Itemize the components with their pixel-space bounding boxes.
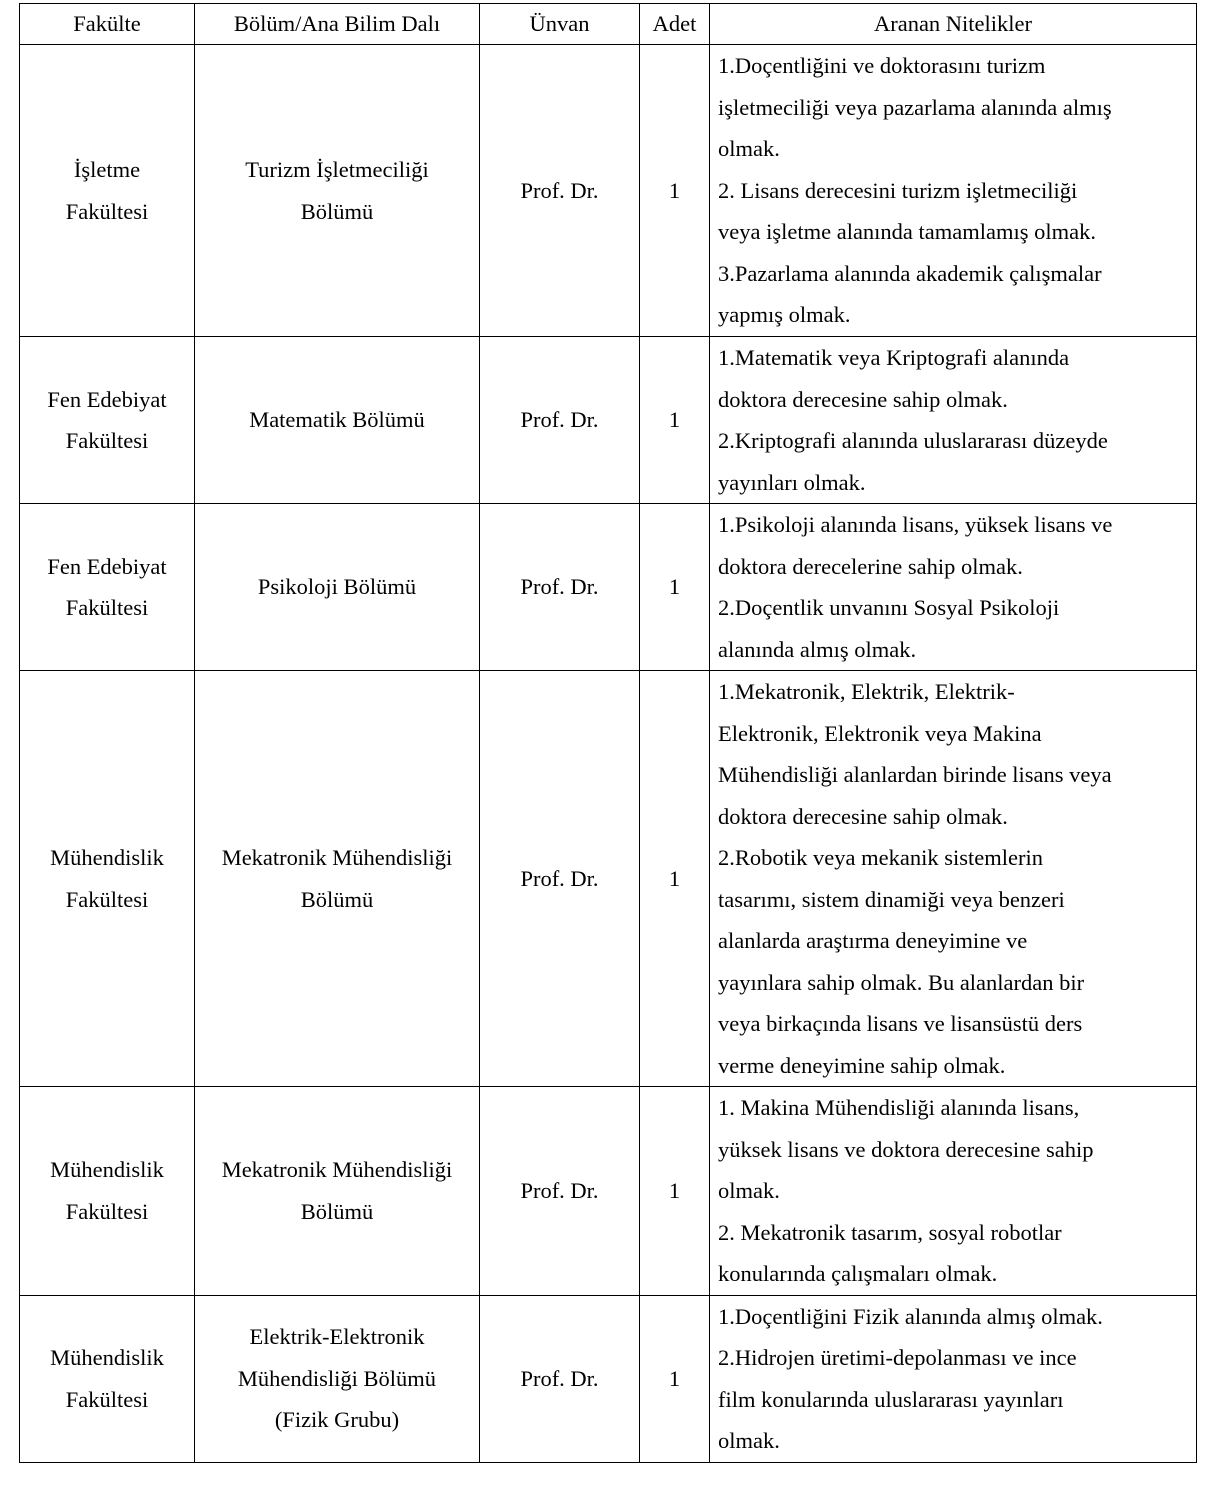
nitelikler-cell-line: 2.Doçentlik unvanını Sosyal Psikoloji xyxy=(718,595,1060,620)
nitelikler-cell-line: olmak. xyxy=(718,136,780,162)
bolum-cell xyxy=(195,45,480,337)
header-adet: Adet xyxy=(640,4,710,45)
adet-cell: 1 xyxy=(640,504,710,671)
nitelikler-cell-line: 1.Doçentliğini Fizik alanında almış olmak. xyxy=(718,1303,1103,1329)
fakulte-cell-line: Mühendislik xyxy=(50,845,164,870)
bolum-cell-line: Bölümü xyxy=(300,1198,374,1224)
table-row xyxy=(20,671,1197,1087)
bolum-cell-line: Turizm İşletmeciliği xyxy=(245,157,429,182)
nitelikler-cell-line: yüksek lisans ve doktora derecesine sahip xyxy=(718,1136,1094,1162)
fakulte-cell xyxy=(20,504,195,671)
nitelikler-cell-line: 2. Mekatronik tasarım, sosyal robotlar xyxy=(718,1219,1062,1245)
nitelikler-cell-line: işletmeciliği veya pazarlama alanında almış xyxy=(718,94,1112,120)
adet-cell: 1 xyxy=(640,671,710,1087)
nitelikler-cell xyxy=(710,504,1197,671)
adet-cell: 1 xyxy=(640,337,710,504)
nitelikler-cell xyxy=(710,1087,1197,1296)
nitelikler-cell-line: 2.Kriptografi alanında uluslararası düzeyde xyxy=(718,428,1108,453)
nitelikler-cell-line: veya işletme alanında tamamlamış olmak. xyxy=(718,219,1097,245)
nitelikler-cell-line: yayınlara sahip olmak. Bu alanlardan bir xyxy=(718,969,1085,995)
nitelikler-cell-line: verme deneyimine sahip olmak. xyxy=(718,1052,1006,1078)
fakulte-cell xyxy=(20,1295,195,1462)
header-row xyxy=(20,4,1197,45)
nitelikler-cell-line: 1.Matematik veya Kriptografi alanında xyxy=(718,345,1070,370)
nitelikler-cell-line: yapmış olmak. xyxy=(718,302,851,328)
fakulte-cell xyxy=(20,1087,195,1296)
nitelikler-cell xyxy=(710,1295,1197,1462)
fakulte-cell-line: Fakültesi xyxy=(65,1198,149,1224)
nitelikler-cell xyxy=(710,337,1197,504)
nitelikler-cell-line: 1. Makina Mühendisliği alanında lisans, xyxy=(718,1095,1080,1120)
adet-cell: 1 xyxy=(640,1087,710,1296)
bolum-cell-line: Elektrik-Elektronik xyxy=(249,1324,425,1350)
fakulte-cell-line: Fakültesi xyxy=(65,1386,149,1412)
nitelikler-cell-line: konularında çalışmaları olmak. xyxy=(718,1261,998,1286)
nitelikler-cell-line: 2.Robotik veya mekanik sistemlerin xyxy=(718,845,1043,870)
header-nitelikler: Aranan Nitelikler xyxy=(710,4,1197,45)
nitelikler-cell-line: 2.Hidrojen üretimi-depolanması ve ince xyxy=(718,1345,1077,1370)
nitelikler-cell-line: 1.Doçentliğini ve doktorasını turizm xyxy=(718,53,1046,79)
nitelikler-cell-line: 1.Psikoloji alanında lisans, yüksek lisans ve xyxy=(718,512,1113,537)
nitelikler-cell xyxy=(710,45,1197,337)
bolum-cell-line: Mekatronik Mühendisliği xyxy=(221,1157,453,1183)
header-bolum: Bölüm/Ana Bilim Dalı xyxy=(195,4,480,45)
table-row xyxy=(20,1087,1197,1296)
bolum-cell-line: Psikoloji Bölümü xyxy=(257,574,417,600)
nitelikler-cell-line: doktora derecesine sahip olmak. xyxy=(718,386,1008,412)
fakulte-cell-line: Fakültesi xyxy=(65,886,149,912)
unvan-cell: Prof. Dr. xyxy=(480,337,640,504)
bolum-cell-line: Matematik Bölümü xyxy=(249,407,425,433)
table-row xyxy=(20,45,1197,337)
unvan-cell: Prof. Dr. xyxy=(480,1087,640,1296)
nitelikler-cell-line: tasarımı, sistem dinamiği veya benzeri xyxy=(718,886,1065,912)
bolum-cell xyxy=(195,671,480,1087)
table-row xyxy=(20,1295,1197,1462)
fakulte-cell-line: Fen Edebiyat xyxy=(47,553,167,579)
bolum-cell-line: Mühendisliği Bölümü xyxy=(237,1365,437,1391)
positions-table xyxy=(19,3,1197,1463)
nitelikler-cell-line: veya birkaçında lisans ve lisansüstü ders xyxy=(718,1011,1083,1036)
fakulte-cell-line: Fakültesi xyxy=(65,198,149,224)
unvan-cell: Prof. Dr. xyxy=(480,1295,640,1462)
nitelikler-cell-line: alanlarda araştırma deneyimine ve xyxy=(718,928,1028,953)
header-fakulte: Fakülte xyxy=(20,4,195,45)
bolum-cell xyxy=(195,1087,480,1296)
nitelikler-cell-line: olmak. xyxy=(718,1428,780,1453)
nitelikler-cell xyxy=(710,671,1197,1087)
adet-cell: 1 xyxy=(640,45,710,337)
unvan-cell: Prof. Dr. xyxy=(480,504,640,671)
fakulte-cell-line: Fen Edebiyat xyxy=(47,386,167,412)
header-unvan: Ünvan xyxy=(480,4,640,45)
bolum-cell-line: Bölümü xyxy=(300,886,374,912)
bolum-cell xyxy=(195,1295,480,1462)
nitelikler-cell-line: film konularında uluslararası yayınları xyxy=(718,1386,1064,1412)
nitelikler-cell-line: doktora derecesine sahip olmak. xyxy=(718,803,1008,829)
table-body xyxy=(20,45,1197,1463)
fakulte-cell-line: Mühendislik xyxy=(50,1157,164,1183)
unvan-cell: Prof. Dr. xyxy=(480,45,640,337)
fakulte-cell-line: Mühendislik xyxy=(50,1345,164,1370)
nitelikler-cell-line: alanında almış olmak. xyxy=(718,636,917,662)
fakulte-cell-line: İşletme xyxy=(73,157,141,182)
bolum-cell xyxy=(195,504,480,671)
fakulte-cell xyxy=(20,671,195,1087)
fakulte-cell xyxy=(20,45,195,337)
table-row xyxy=(20,337,1197,504)
table-row xyxy=(20,504,1197,671)
bolum-cell-line: (Fizik Grubu) xyxy=(274,1407,400,1433)
nitelikler-cell-line: 1.Mekatronik, Elektrik, Elektrik- xyxy=(718,679,1015,704)
adet-cell: 1 xyxy=(640,1295,710,1462)
nitelikler-cell-line: doktora derecelerine sahip olmak. xyxy=(718,553,1023,579)
bolum-cell-line: Mekatronik Mühendisliği xyxy=(221,845,453,870)
nitelikler-cell-line: olmak. xyxy=(718,1178,780,1203)
nitelikler-cell-line: Mühendisliği alanlardan birinde lisans veya xyxy=(718,762,1112,787)
fakulte-cell-line: Fakültesi xyxy=(65,595,149,620)
fakulte-cell-line: Fakültesi xyxy=(65,428,149,453)
nitelikler-cell-line: 2. Lisans derecesini turizm işletmeciliği xyxy=(718,177,1078,203)
fakulte-cell xyxy=(20,337,195,504)
nitelikler-cell-line: 3.Pazarlama alanında akademik çalışmalar xyxy=(718,260,1102,286)
unvan-cell: Prof. Dr. xyxy=(480,671,640,1087)
nitelikler-cell-line: Elektronik, Elektronik veya Makina xyxy=(718,720,1042,746)
bolum-cell xyxy=(195,337,480,504)
bolum-cell-line: Bölümü xyxy=(300,198,374,224)
nitelikler-cell-line: yayınları olmak. xyxy=(718,469,866,495)
